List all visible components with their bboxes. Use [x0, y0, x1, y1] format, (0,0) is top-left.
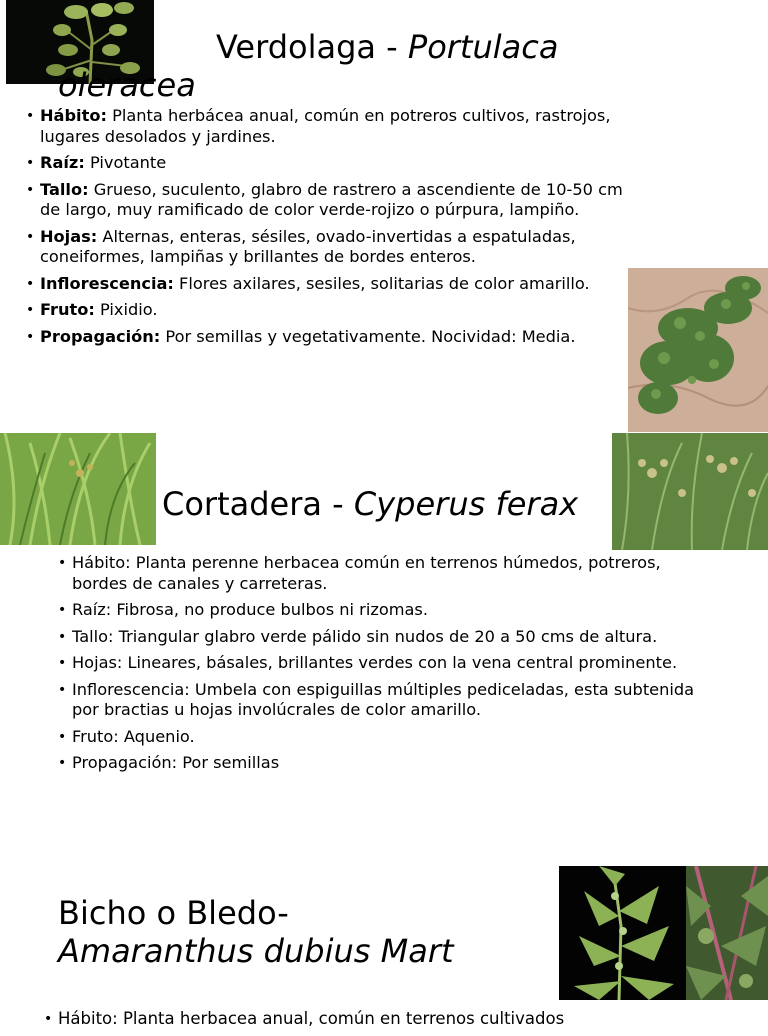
list-item: • Hábito: Planta herbácea anual, común en potreros cultivos, rastrojos, lugares desolados y jardines. — [26, 106, 638, 147]
cortadera-title — [162, 486, 578, 522]
verdolaga-common-name: Verdolaga - — [216, 28, 408, 66]
list-item: • Tallo: Grueso, suculento, glabro de rastrero a ascendiente de 10-50 cm de largo, muy ramificado de color verde-rojizo o púrpura, lampiño. — [26, 180, 638, 221]
list-item: • Raíz: Fibrosa, no produce bulbos ni rizomas. — [58, 600, 698, 621]
bledo-plant-image-right — [686, 866, 768, 1000]
bledo-plant-image-left — [559, 866, 686, 1000]
verdolaga-title-line2 — [58, 67, 196, 103]
list-item: • Propagación: Por semillas y vegetativamente. Nocividad: Media. — [26, 327, 638, 348]
list-item: • Fruto: Aquenio. — [58, 727, 698, 748]
list-item: • Hojas: Alternas, enteras, sésiles, ovado-invertidas a espatuladas, coneiformes, lampiñas y brillantes de bordes enteros. — [26, 227, 638, 268]
list-item: • Fruto: Pixidio. — [26, 300, 638, 321]
list-item: • Inflorescencia: Umbela con espiguillas múltiples pediceladas, esta subtenida por bractias u hojas involúcrales de color amarillo. — [58, 680, 698, 721]
bledo-description-list — [44, 1009, 744, 1036]
verdolaga-photo-right — [628, 268, 768, 432]
list-item: • Raíz: Pivotante — [26, 153, 638, 174]
list-item: • Hábito: Planta perenne herbacea común en terrenos húmedos, potreros, bordes de canales y carreteras. — [58, 553, 698, 594]
bledo-title-line2 — [58, 933, 454, 969]
verdolaga-scientific-name-line1: Portulaca — [407, 28, 559, 66]
bledo-photo-left — [559, 866, 686, 1000]
verdolaga-ground-image — [628, 268, 768, 432]
bledo-title-line1 — [58, 895, 289, 931]
cortadera-grass-image-right — [612, 433, 768, 550]
verdolaga-scientific-name-line2: oleracea — [58, 66, 196, 104]
bledo-photo-right — [686, 866, 768, 1000]
cortadera-common-name: Cortadera - — [162, 485, 354, 523]
bledo-scientific-name: Amaranthus dubius Mart — [58, 932, 454, 970]
list-item: • Tallo: Triangular glabro verde pálido sin nudos de 20 a 50 cms de altura. — [58, 627, 698, 648]
verdolaga-title — [216, 29, 558, 65]
list-item: • Propagación: Por semillas — [58, 753, 698, 774]
list-item: • Hojas: Lineares, básales, brillantes verdes con la vena central prominente. — [58, 653, 698, 674]
cortadera-scientific-name: Cyperus ferax — [353, 485, 579, 523]
cortadera-photo-left — [0, 433, 156, 545]
list-item: • Hábito: Planta herbacea anual, común en terrenos cultivados — [44, 1009, 744, 1030]
verdolaga-description-list — [26, 106, 638, 353]
cortadera-grass-image-left — [0, 433, 156, 545]
list-item: • Inflorescencia: Flores axilares, sesiles, solitarias de color amarillo. — [26, 274, 638, 295]
cortadera-photo-right — [612, 433, 768, 550]
bledo-common-name: Bicho o Bledo- — [58, 894, 289, 932]
cortadera-description-list — [58, 553, 698, 780]
